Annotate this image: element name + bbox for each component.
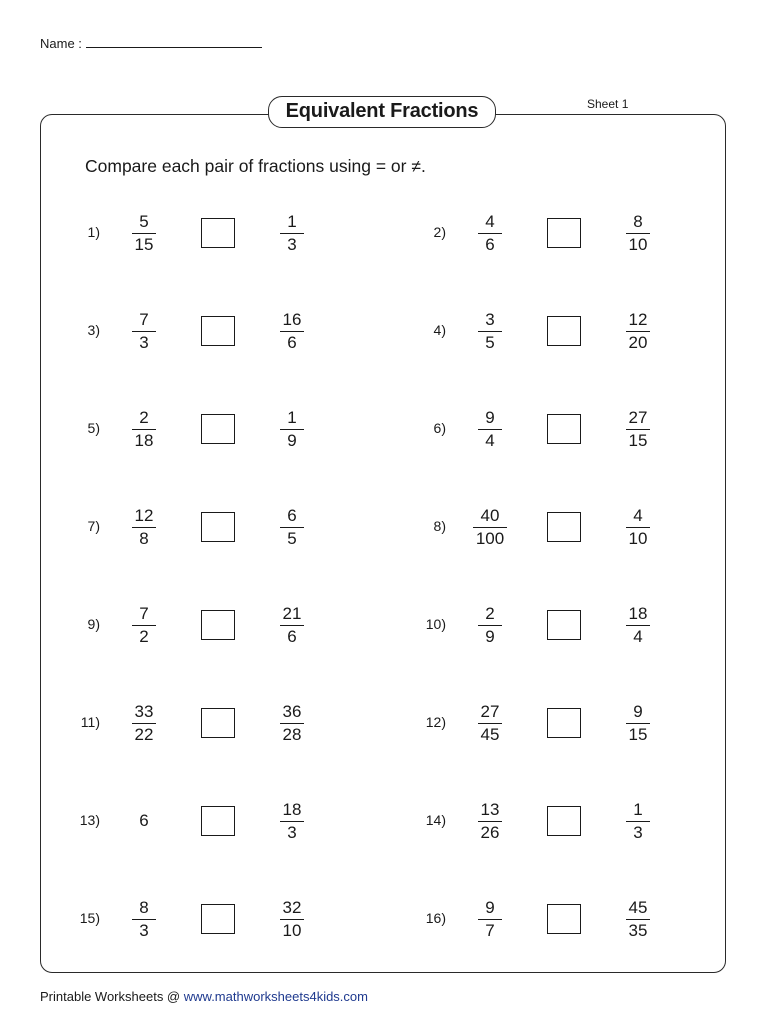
fraction-b [608, 702, 668, 745]
fraction-a [460, 702, 520, 745]
fraction-a [460, 310, 520, 353]
answer-box[interactable] [547, 414, 581, 444]
name-row [40, 34, 262, 51]
numerator: 16 [282, 310, 302, 329]
answer-box[interactable] [201, 218, 235, 248]
problem-number: 14) [425, 812, 446, 828]
answer-box[interactable] [547, 806, 581, 836]
denominator: 6 [287, 627, 297, 646]
numerator: 27 [628, 408, 648, 427]
fraction-b [262, 506, 322, 549]
fraction-a [460, 898, 520, 941]
fraction-bar [626, 723, 650, 724]
fraction-bar [626, 919, 650, 920]
denominator: 15 [628, 431, 648, 450]
problem-14 [386, 800, 726, 844]
numerator: 18 [628, 604, 648, 623]
fraction-bar [473, 527, 507, 528]
numerator: 8 [633, 212, 643, 231]
numerator: 4 [485, 212, 495, 231]
denominator: 7 [485, 921, 495, 940]
fraction-a [114, 212, 174, 255]
numerator: 13 [480, 800, 500, 819]
problem-number: 16) [425, 910, 446, 926]
denominator: 18 [134, 431, 154, 450]
fraction-b [262, 310, 322, 353]
denominator: 26 [480, 823, 500, 842]
fraction-bar [132, 527, 156, 528]
numerator: 2 [139, 408, 149, 427]
denominator: 22 [134, 725, 154, 744]
fraction-a [114, 898, 174, 941]
numerator: 36 [282, 702, 302, 721]
problem-number: 15) [79, 910, 100, 926]
fraction-bar [280, 723, 304, 724]
fraction-b [608, 898, 668, 941]
answer-box[interactable] [547, 512, 581, 542]
denominator: 3 [633, 823, 643, 842]
fraction-bar [626, 821, 650, 822]
denominator: 9 [485, 627, 495, 646]
answer-box[interactable] [201, 512, 235, 542]
denominator: 10 [628, 529, 648, 548]
problem-16 [386, 898, 726, 942]
problem-number: 9) [87, 616, 100, 632]
problem-number: 5) [87, 420, 100, 436]
numerator: 7 [139, 604, 149, 623]
instructions: Compare each pair of fractions using = or ≠. [85, 156, 426, 176]
denominator: 5 [287, 529, 297, 548]
denominator: 10 [628, 235, 648, 254]
problem-number: 4) [433, 322, 446, 338]
problem-number: 1) [87, 224, 100, 240]
problem-1 [40, 212, 380, 256]
numerator: 1 [287, 408, 297, 427]
fraction-bar [280, 527, 304, 528]
fraction-a [114, 702, 174, 745]
problem-5 [40, 408, 380, 452]
numerator: 1 [287, 212, 297, 231]
denominator: 3 [139, 921, 149, 940]
fraction-bar [280, 821, 304, 822]
denominator: 28 [282, 725, 302, 744]
denominator: 8 [139, 529, 149, 548]
fraction-b [262, 800, 322, 843]
fraction-bar [626, 331, 650, 332]
whole-number: 6 [139, 811, 149, 830]
problem-number: 8) [433, 518, 446, 534]
fraction-b [608, 800, 668, 843]
fraction-bar [478, 919, 502, 920]
denominator: 6 [485, 235, 495, 254]
problem-12 [386, 702, 726, 746]
fraction-b [608, 310, 668, 353]
numerator: 18 [282, 800, 302, 819]
page-title: Equivalent Fractions [268, 96, 496, 128]
problem-4 [386, 310, 726, 354]
fraction-bar [132, 919, 156, 920]
answer-box[interactable] [201, 806, 235, 836]
fraction-a [460, 800, 520, 843]
numerator: 9 [485, 408, 495, 427]
numerator: 32 [282, 898, 302, 917]
fraction-bar [280, 625, 304, 626]
problem-number: 12) [425, 714, 446, 730]
fraction-b [262, 212, 322, 255]
fraction-bar [132, 723, 156, 724]
answer-box[interactable] [547, 610, 581, 640]
numerator: 1 [633, 800, 643, 819]
denominator: 6 [287, 333, 297, 352]
fraction-a [460, 506, 520, 549]
fraction-b [262, 702, 322, 745]
fraction-bar [626, 527, 650, 528]
denominator: 5 [485, 333, 495, 352]
problem-3 [40, 310, 380, 354]
fraction-b [608, 604, 668, 647]
answer-box[interactable] [201, 316, 235, 346]
problem-15 [40, 898, 380, 942]
fraction-bar [478, 233, 502, 234]
denominator: 4 [485, 431, 495, 450]
fraction-bar [478, 429, 502, 430]
denominator: 3 [139, 333, 149, 352]
fraction-bar [478, 331, 502, 332]
fraction-a [114, 408, 174, 451]
numerator: 21 [282, 604, 302, 623]
fraction-bar [132, 625, 156, 626]
problem-11 [40, 702, 380, 746]
fraction-bar [478, 625, 502, 626]
footer-link[interactable]: www.mathworksheets4kids.com [183, 989, 368, 1004]
numerator: 5 [139, 212, 149, 231]
fraction-a [114, 310, 174, 353]
answer-box[interactable] [201, 708, 235, 738]
name-label: Name : [40, 36, 82, 51]
numerator: 40 [480, 506, 500, 525]
denominator: 45 [480, 725, 500, 744]
fraction-b [608, 506, 668, 549]
problem-number: 7) [87, 518, 100, 534]
denominator: 2 [139, 627, 149, 646]
numerator: 6 [287, 506, 297, 525]
numerator: 8 [139, 898, 149, 917]
denominator: 35 [628, 921, 648, 940]
problem-number: 13) [79, 812, 100, 828]
answer-box[interactable] [201, 414, 235, 444]
answer-box[interactable] [547, 316, 581, 346]
fraction-a [114, 506, 174, 549]
denominator: 4 [633, 627, 643, 646]
numerator: 12 [628, 310, 648, 329]
fraction-bar [132, 331, 156, 332]
numerator: 4 [633, 506, 643, 525]
fraction-bar [280, 919, 304, 920]
problem-2 [386, 212, 726, 256]
numerator: 2 [485, 604, 495, 623]
footer [40, 989, 368, 1004]
fraction-a [460, 212, 520, 255]
denominator: 10 [282, 921, 302, 940]
problem-10 [386, 604, 726, 648]
footer-label: Printable Worksheets @ [40, 989, 184, 1004]
denominator: 3 [287, 235, 297, 254]
denominator: 15 [134, 235, 154, 254]
fraction-bar [478, 723, 502, 724]
denominator: 9 [287, 431, 297, 450]
numerator: 9 [633, 702, 643, 721]
numerator: 3 [485, 310, 495, 329]
numerator: 12 [134, 506, 154, 525]
numerator: 45 [628, 898, 648, 917]
answer-box[interactable] [201, 904, 235, 934]
fraction-b [262, 408, 322, 451]
fraction-bar [626, 625, 650, 626]
denominator: 100 [475, 529, 505, 548]
problem-6 [386, 408, 726, 452]
name-field[interactable] [86, 34, 262, 48]
fraction-a [460, 604, 520, 647]
problem-number: 11) [80, 714, 100, 730]
fraction-bar [626, 429, 650, 430]
fraction-a [114, 604, 174, 647]
fraction-bar [280, 233, 304, 234]
answer-box[interactable] [547, 708, 581, 738]
denominator: 20 [628, 333, 648, 352]
answer-box[interactable] [547, 218, 581, 248]
problem-9 [40, 604, 380, 648]
problem-number: 2) [433, 224, 446, 240]
fraction-a [460, 408, 520, 451]
numerator: 9 [485, 898, 495, 917]
problem-8 [386, 506, 726, 550]
sheet-label: Sheet 1 [587, 97, 629, 111]
fraction-bar [132, 429, 156, 430]
fraction-bar [280, 429, 304, 430]
problem-number: 3) [87, 322, 100, 338]
problem-13 [40, 800, 380, 844]
problem-number: 10) [425, 616, 446, 632]
numerator: 33 [134, 702, 154, 721]
fraction-b [608, 212, 668, 255]
denominator: 3 [287, 823, 297, 842]
fraction-bar [478, 821, 502, 822]
numerator: 27 [480, 702, 500, 721]
problem-7 [40, 506, 380, 550]
fraction-b [262, 898, 322, 941]
answer-box[interactable] [547, 904, 581, 934]
fraction-bar [626, 233, 650, 234]
fraction-b [262, 604, 322, 647]
numerator: 7 [139, 310, 149, 329]
fraction-bar [132, 233, 156, 234]
fraction-bar [280, 331, 304, 332]
fraction-b [608, 408, 668, 451]
denominator: 15 [628, 725, 648, 744]
answer-box[interactable] [201, 610, 235, 640]
problem-number: 6) [433, 420, 446, 436]
